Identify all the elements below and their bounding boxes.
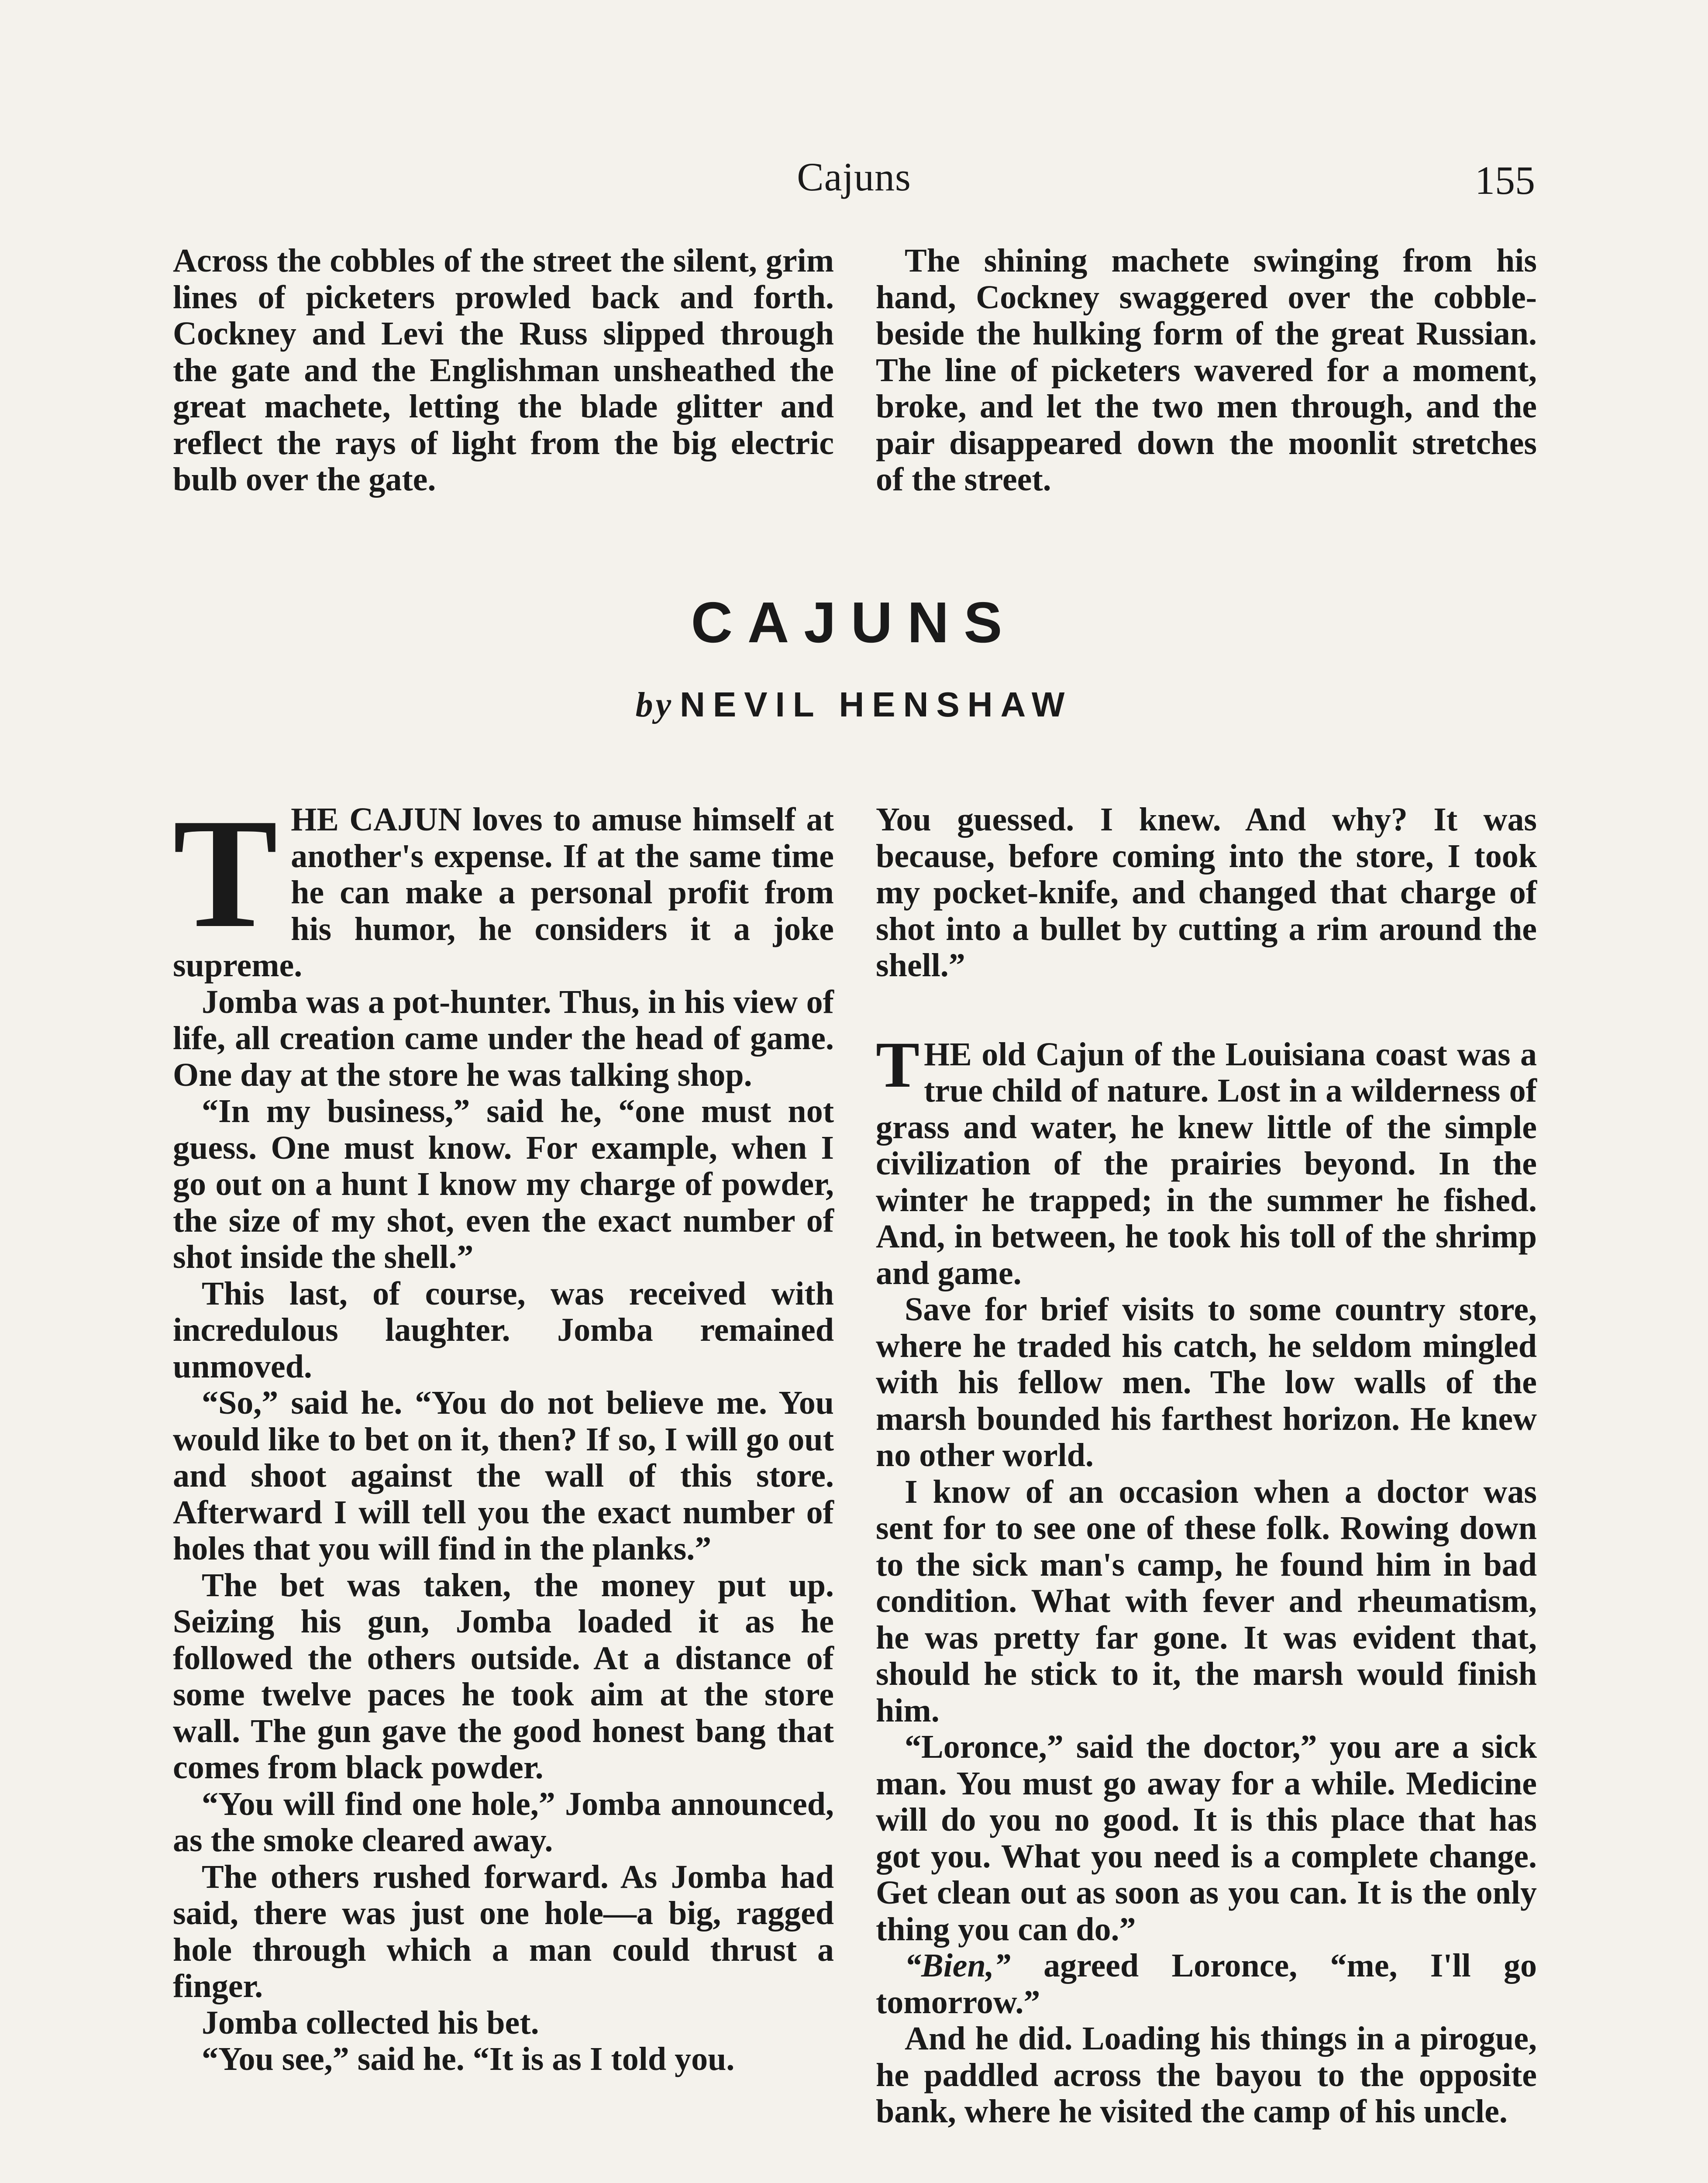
paragraph: I know of an occasion when a doctor was sent for to see one of these folk. Rowing down to the sick man's camp, he found him in bad condition. What with fever and rheumatism, he was pretty far gone. It was evident that, should he stick to it, the marsh would finish him. [876, 1473, 1537, 1729]
paragraph: “In my business,” said he, “one must not guess. One must know. For example, when I go out on a hunt I know my charge of powder, the size of my shot, even the exact number of shot inside the shell.” [173, 1093, 834, 1275]
byline-prefix: by [635, 686, 674, 724]
running-title: Cajuns [797, 155, 911, 199]
section-break [876, 984, 1537, 1036]
paragraph: The bet was taken, the money put up. Seizing his gun, Jomba loaded it as he followed the others outside. At a distance of some twelve paces he took aim at the store wall. The gun gave the good honest bang that comes from black powder. [173, 1567, 834, 1786]
paragraph: “So,” said he. “You do not believe me. You would like to bet on it, then? If so, I will go out and shoot against the wall of this store. Afterward I will tell you the exact number of holes that you will find in the planks.” [173, 1384, 834, 1567]
paragraph: And he did. Loading his things in a pirogue, he paddled across the bayou to the opposite bank, where he visited the camp of his uncle. [876, 2020, 1537, 2130]
section-opening-paragraph: THE old Cajun of the Louisiana coast was a true child of nature. Lost in a wilderness of grass and water, he knew little of the simple civilization of the prairies beyond. In the winter he trapped; in the summer he fished. And, in between, he took his toll of the shrimp and game. [876, 1028, 1537, 1291]
previous-story-right-column [876, 243, 1537, 498]
story-right-column [876, 802, 1537, 2130]
author-name: NEVIL HENSHAW [680, 685, 1073, 724]
story-title: CAJUNS [691, 590, 1017, 654]
story-left-column [173, 786, 834, 2078]
paragraph: The shining machete swinging from his hand, Cockney swaggered over the cobble-beside the hulking form of the great Russian. The line of picketers wavered for a moment, broke, and let the two men through, and the pair disappeared down the moonlit stretches of the street. [876, 242, 1537, 498]
paragraph: Across the cobbles of the street the silent, grim lines of picketers prowled back and forth. Cockney and Levi the Russ slipped through the gate and the Englishman unsheathed the great machete, letting the blade glitter and reflect the rays of light from the big electric bulb over the gate. [173, 242, 834, 498]
paragraph: The others rushed forward. As Jomba had said, there was just one hole—a big, ragged hole through which a man could thrust a finger. [173, 1858, 834, 2004]
byline [0, 685, 1708, 725]
paragraph: “Bien,” agreed Loronce, “me, I'll go tomorrow.” [876, 1947, 1537, 2021]
page-number: 155 [1475, 158, 1535, 203]
paragraph: Jomba was a pot-hunter. Thus, in his view of life, all creation came under the head of game. One day at the store he was talking shop. [173, 983, 834, 1093]
drop-cap: T [173, 786, 278, 960]
paragraph: This last, of course, was received with incredulous laughter. Jomba remained unmoved. [173, 1275, 834, 1385]
paragraph: You guessed. I knew. And why? It was because, before coming into the store, I took my pocket-knife, and changed that charge of shot into a bullet by cutting a rim around the shell.” [876, 801, 1537, 984]
paragraph: Save for brief visits to some country store, where he traded his catch, he seldom mingled with his fellow men. The low walls of the marsh bounded his farthest horizon. He knew no other world. [876, 1291, 1537, 1474]
section-initial: T [876, 1028, 920, 1101]
paragraph: “You see,” said he. “It is as I told you. [202, 2041, 735, 2077]
running-head [0, 154, 1708, 206]
paragraph: Jomba collected his bet. [202, 2004, 539, 2041]
previous-story-left-column [173, 243, 834, 498]
paragraph: “You will find one hole,” Jomba announced, as the smoke cleared away. [173, 1785, 834, 1859]
paragraph: “Loronce,” said the doctor,” you are a sick man. You must go away for a while. Medicine will do you no good. It is this place that has got you. What you need is a complete change. Get clean out as soon as you can. It is the only thing you can do.” [876, 1728, 1537, 1948]
opening-paragraph: THE CAJUN loves to amuse himself at another's expense. If at the same time he can make a personal profit from his humor, he considers it a joke supreme. [173, 786, 834, 984]
